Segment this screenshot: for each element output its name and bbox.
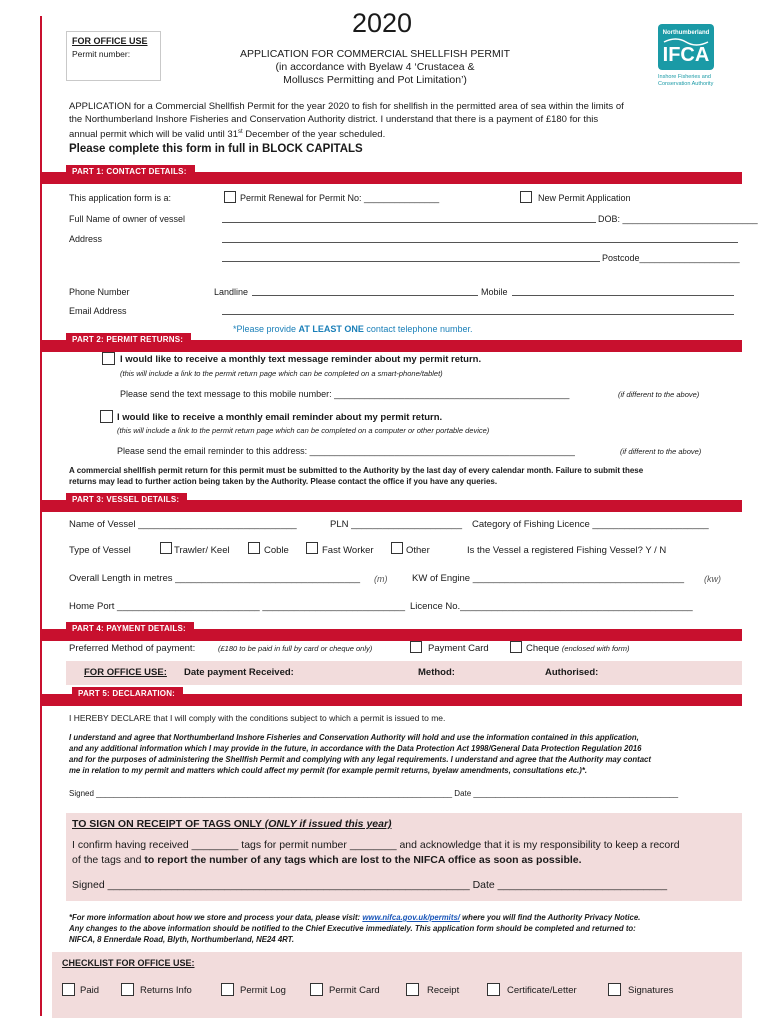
- privacy-link[interactable]: www.nifca.gov.uk/permits/: [362, 913, 460, 922]
- new-permit-checkbox[interactable]: [520, 191, 532, 203]
- declare-statement: I HEREBY DECLARE that I will comply with the conditions subject to which a permit is issued to me.: [69, 713, 446, 723]
- office-payment-row: [66, 661, 742, 685]
- logo-main-text: IFCA: [662, 44, 710, 66]
- title-line-1: APPLICATION FOR COMMERCIAL SHELLFISH PERMIT: [239, 48, 511, 60]
- returns-warning-1: A commercial shellfish permit return for this permit must be submitted to the Authority by the last day of every calendar month. Failure to submit these: [69, 466, 644, 475]
- method-label: Method:: [418, 667, 455, 678]
- address-field-1[interactable]: [222, 242, 738, 243]
- part5-tag: PART 5: DECLARATION:: [72, 687, 183, 701]
- dob-label: DOB: ___________________________: [598, 214, 758, 224]
- postcode-label: Postcode____________________: [602, 253, 740, 263]
- tags-report-line: of the tags and to report the number of any tags which are lost to the NIFCA office as soon as possible.: [72, 854, 582, 866]
- mobile-label: Mobile: [481, 287, 508, 297]
- permit-number-label: Permit number:: [72, 49, 131, 59]
- checklist-permit-card-label: Permit Card: [329, 985, 380, 996]
- checklist-returns-label: Returns Info: [140, 985, 192, 996]
- engine-kw-label: KW of Engine ________________________________________: [412, 573, 685, 584]
- kw-unit: (kw): [704, 574, 721, 584]
- checklist-certificate-checkbox[interactable]: [487, 983, 500, 996]
- part3-tag: PART 3: VESSEL DETAILS:: [66, 493, 187, 507]
- text-reminder-checkbox[interactable]: [102, 352, 115, 365]
- intro-paragraph: [69, 100, 739, 141]
- part1-tag: PART 1: CONTACT DETAILS:: [66, 165, 195, 179]
- checklist-signatures-label: Signatures: [628, 985, 674, 996]
- text-reminder-label: I would like to receive a monthly text message reminder about my permit return.: [120, 354, 482, 365]
- checklist-paid-checkbox[interactable]: [62, 983, 75, 996]
- length-unit: (m): [374, 574, 388, 584]
- pln-label: PLN _____________________: [330, 519, 463, 530]
- full-name-label: Full Name of owner of vessel: [69, 214, 186, 224]
- left-border: [40, 16, 42, 1016]
- email-reminder-label: I would like to receive a monthly email reminder about my permit return.: [117, 412, 443, 423]
- declaration-signature-line: Signed ________________________________________________________________________________ Date ______________________________________________: [69, 789, 679, 798]
- checklist-permit-log-label: Permit Log: [240, 985, 286, 996]
- intro-line-2: the Northumberland Inshore Fisheries and Conservation Authority district. I understand that there is a payment of £180 for this: [69, 114, 599, 125]
- title-line-2: (in accordance with Byelaw 4 ‘Crustacea &: [275, 61, 475, 73]
- address-field-2[interactable]: [222, 261, 600, 262]
- caps-instruction: Please complete this form in full in BLOCK CAPITALS: [69, 143, 363, 155]
- coble-checkbox[interactable]: [248, 542, 260, 554]
- coble-label: Coble: [264, 545, 289, 556]
- overall-length-label: Overall Length in metres ___________________________________: [69, 573, 361, 584]
- fast-worker-checkbox[interactable]: [306, 542, 318, 554]
- new-permit-label: New Permit Application: [538, 193, 631, 203]
- date-received-label: Date payment Received:: [184, 667, 294, 678]
- logo-sub-1: Inshore Fisheries and: [658, 74, 711, 80]
- form-title: [200, 48, 550, 87]
- office-use-title: FOR OFFICE USE: [72, 36, 148, 46]
- address-label: Address: [69, 234, 103, 244]
- logo-top-text: Northumberland: [662, 30, 710, 36]
- checklist-paid-label: Paid: [80, 985, 100, 996]
- email-diff-note: (if different to the above): [620, 447, 702, 456]
- vessel-type-label: Type of Vessel: [69, 545, 131, 556]
- full-name-field[interactable]: [222, 222, 596, 223]
- intro-line-1: APPLICATION for a Commercial Shellfish Permit for the year 2020 to fish for shellfish in the permitted area of sea within the limits of: [69, 101, 624, 112]
- part2-tag: PART 2: PERMIT RETURNS:: [66, 333, 191, 347]
- logo-sub-2: Conservation Authority: [658, 81, 714, 87]
- checklist-permit-log-checkbox[interactable]: [221, 983, 234, 996]
- payment-card-label: Payment Card: [428, 643, 489, 654]
- intro-line-3: annual permit which will be valid until 31st December of the year scheduled.: [69, 129, 386, 141]
- vessel-name-label: Name of Vessel ______________________________: [69, 519, 297, 530]
- tags-confirm-line: I confirm having received ________ tags for permit number ________ and acknowledge that it is my responsibility to keep a record: [72, 839, 680, 851]
- email-field[interactable]: [222, 314, 734, 315]
- phone-label: Phone Number: [69, 287, 130, 297]
- email-address-label: Please send the email reminder to this address: _____________________________________________________: [117, 446, 575, 456]
- checklist-permit-card-checkbox[interactable]: [310, 983, 323, 996]
- checklist-receipt-checkbox[interactable]: [406, 983, 419, 996]
- other-vessel-label: Other: [406, 545, 430, 556]
- cheque-checkbox[interactable]: [510, 641, 522, 653]
- licence-no-label: Licence No.____________________________________________: [410, 601, 693, 612]
- text-number-label: Please send the text message to this mobile number: _______________________________________________: [120, 389, 570, 399]
- checklist-returns-checkbox[interactable]: [121, 983, 134, 996]
- office-use-box: [66, 31, 161, 81]
- renewal-checkbox[interactable]: [224, 191, 236, 203]
- email-label: Email Address: [69, 306, 127, 316]
- nifca-logo: [656, 24, 732, 88]
- tags-heading: TO SIGN ON RECEIPT OF TAGS ONLY (ONLY if issued this year): [72, 818, 392, 830]
- checklist-signatures-checkbox[interactable]: [608, 983, 621, 996]
- form-type-label: This application form is a:: [69, 193, 172, 203]
- trawler-label: Trawler/ Keel: [174, 545, 230, 556]
- payment-method-note: (£180 to be paid in full by card or cheque only): [218, 644, 373, 653]
- landline-field[interactable]: [252, 295, 478, 296]
- renewal-label: Permit Renewal for Permit No: _______________: [240, 193, 440, 203]
- form-year: 2020: [352, 8, 413, 38]
- licence-category-label: Category of Fishing Licence ______________________: [472, 519, 709, 530]
- checklist-receipt-label: Receipt: [427, 985, 460, 996]
- payment-card-checkbox[interactable]: [410, 641, 422, 653]
- mobile-field[interactable]: [512, 295, 734, 296]
- data-protection-text: I understand and agree that Northumberland Inshore Fisheries and Conservation Authority will hold and use the information contained in this application, and any additional information which I may provide in the future, in accordance with the Data Protection Act 1998/General Data Protection Regulation 2016 and for the purposes of administering the Shellfish Permit and complying with any legal requirements. I understand and agree that the Authority may contact me in relation to my permit and matters which could affect my permit (for example permit returns, byelaw amendments, consultations etc.)*.: [69, 733, 651, 775]
- trawler-checkbox[interactable]: [160, 542, 172, 554]
- tags-signature-line: Signed ______________________________________________________________ Date _____________________________: [72, 879, 668, 891]
- cheque-label: Cheque (enclosed with form): [526, 643, 630, 654]
- other-vessel-checkbox[interactable]: [391, 542, 403, 554]
- email-reminder-checkbox[interactable]: [100, 410, 113, 423]
- text-diff-note: (if different to the above): [618, 390, 700, 399]
- home-port-label: Home Port ___________________________ ___________________________: [69, 601, 405, 612]
- fast-worker-label: Fast Worker: [322, 545, 374, 556]
- title-line-3: Molluscs Permitting and Pot Limitation’): [283, 74, 467, 86]
- checklist-certificate-label: Certificate/Letter: [507, 985, 577, 996]
- part4-tag: PART 4: PAYMENT DETAILS:: [66, 622, 194, 636]
- authorised-label: Authorised:: [545, 667, 599, 678]
- returns-warning-2: returns may lead to further action being taken by the Authority. Please contact the office if you have any queries.: [69, 477, 498, 486]
- landline-label: Landline: [214, 287, 249, 297]
- checklist-title: CHECKLIST FOR OFFICE USE:: [62, 958, 195, 968]
- payment-method-label: Preferred Method of payment:: [69, 643, 196, 654]
- office-use-payment-label: FOR OFFICE USE:: [84, 667, 167, 678]
- registered-vessel-question: Is the Vessel a registered Fishing Vessel? Y / N: [467, 545, 667, 556]
- footer-notes: *For more information about how we store and process your data, please visit: www.nifca.gov.uk/permits/ where you will find the Authority Privacy Notice. Any changes to the above information should be notified to the Chief Executive immediately. This application form should be completed and returned to: NIFCA, 8 Ennerdale Road, Blyth, Northumberland, NE24 4RT.: [69, 913, 641, 944]
- text-reminder-note: (this will include a link to the permit return page which can be completed on a smart-phone/tablet): [120, 369, 443, 378]
- email-reminder-note: (this will include a link to the permit return page which can be completed on a computer or other portable device): [117, 426, 490, 435]
- phone-note: *Please provide AT LEAST ONE contact telephone number.: [233, 324, 473, 334]
